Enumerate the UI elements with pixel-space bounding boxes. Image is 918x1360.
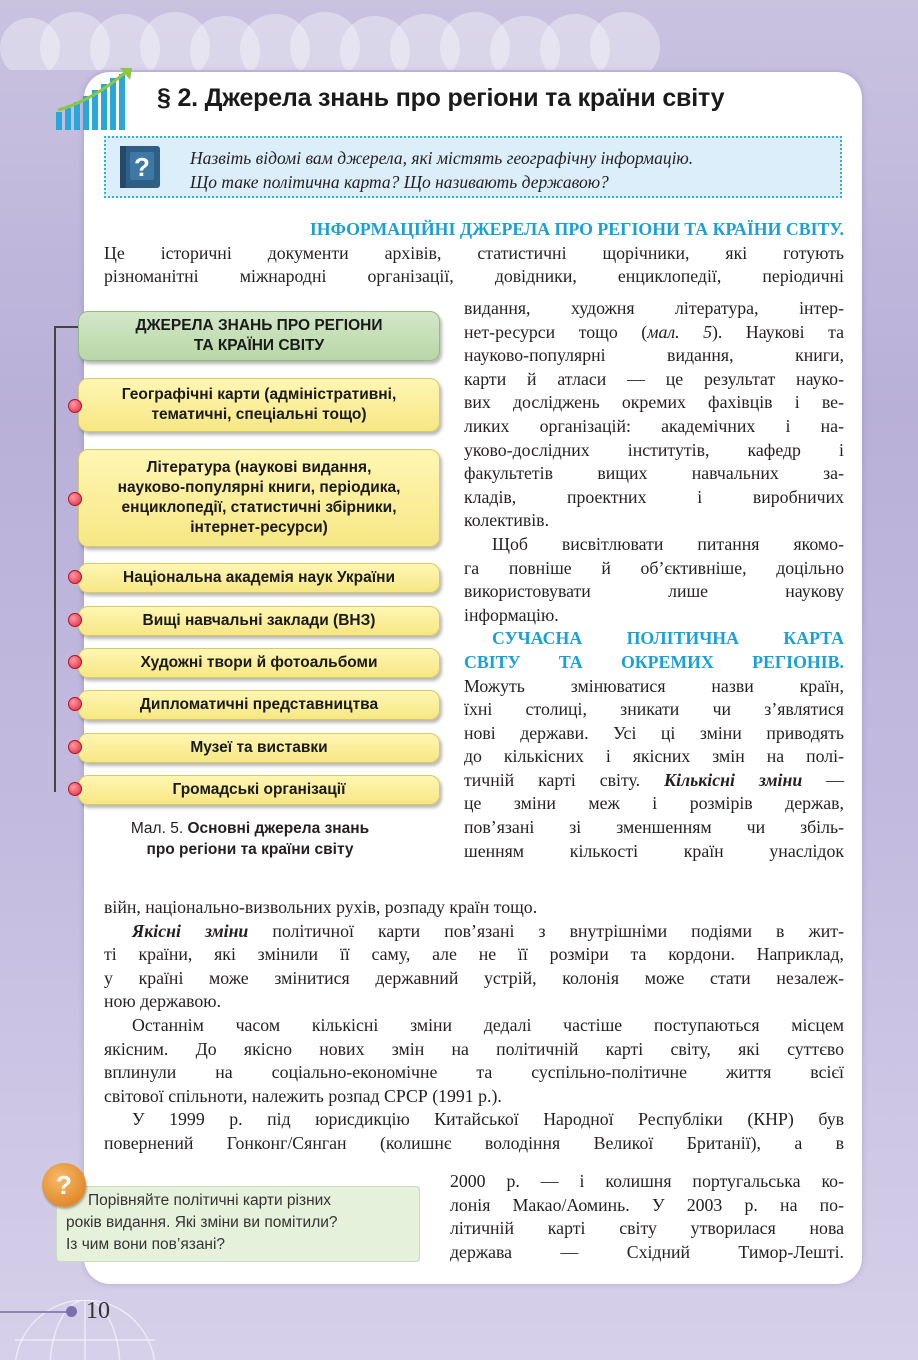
text-line: Можуть змінюватися назви країн,: [464, 675, 844, 696]
text-line: видання, художня література, інтер-: [464, 298, 844, 318]
task-text: [66, 1190, 414, 1256]
diagram-root-box: [78, 311, 440, 361]
text-line: кладів, проектних і виробничих: [464, 486, 844, 507]
text-line: пов’язані зі зменшенням чи збіль-: [464, 817, 844, 838]
diagram-bullet: [68, 782, 82, 796]
caption-title: Основні джерела знань: [187, 820, 370, 837]
question-book-icon: [116, 144, 164, 190]
text-line: Це історичні документи архівів, статистичні щорічники, які готують: [104, 242, 844, 263]
diagram-item-line: Вищі навчальні заклади (ВНЗ): [142, 612, 376, 629]
section-heading: ІНФОРМАЦІЙНІ ДЖЕРЕЛА ПРО РЕГІОНИ ТА КРАЇНИ СВІТУ.: [309, 219, 844, 239]
diagram-item-museums: [78, 733, 440, 763]
text-line: різноманітні міжнародні організації, довідники, енциклопедії, періодичні: [104, 266, 844, 287]
task-line: Із чим вони пов’язані?: [66, 1236, 226, 1253]
text-line: га повніше й об’єктивніше, доцільно: [464, 557, 844, 578]
term: Кількісні зміни: [664, 769, 803, 790]
text-line: літичній карті світу утворилася нова: [450, 1218, 844, 1239]
diagram-item-diplomatic: [78, 690, 440, 720]
task-line: років видання. Які зміни ви помітили?: [66, 1214, 338, 1231]
text-line: уково-дослідних інститутів, кафедр і: [464, 439, 844, 460]
text-line: карти й атласи — це результат науко-: [464, 368, 844, 389]
text-line: нові держави. Усі ці зміни приводять: [464, 722, 844, 743]
diagram-item-line: Дипломатичні представництва: [139, 696, 379, 713]
text-line: держава — Східний Тимор-Лешті.: [450, 1241, 844, 1262]
section-heading: СВІТУ ТА ОКРЕМИХ РЕГІОНІВ.: [464, 651, 844, 672]
text-line: [464, 321, 844, 345]
question-badge-icon: ?: [42, 1163, 86, 1207]
text-line: факультетів вищих навчальних за-: [464, 463, 844, 484]
paragraph-right-1: [464, 297, 844, 863]
section-heading: СУЧАСНА ПОЛІТИЧНА КАРТА: [492, 628, 844, 649]
diagram-bullet: [68, 697, 82, 711]
diagram-item-line: Література (наукові видання,: [146, 459, 372, 476]
diagram-item-line: Громадські організації: [172, 781, 346, 798]
text-line: [104, 920, 844, 944]
diagram-root-line: ТА КРАЇНИ СВІТУ: [193, 337, 325, 354]
text-fragment: нет-ресурси тощо (: [464, 321, 648, 342]
text-fragment: —: [826, 769, 844, 790]
diagram-bullet: [68, 399, 82, 413]
diagram-item-universities: [78, 606, 440, 636]
figure-ref: мал. 5: [647, 321, 713, 342]
svg-text:?: ?: [134, 152, 150, 182]
text-line: використовувати лише наукову: [464, 581, 844, 602]
text-line: Останнім часом кількісні зміни дедалі частіше поступаються місцем: [132, 1014, 844, 1035]
text-line: світової спільноти, належить розпад СРСР (1991 р.).: [104, 1085, 502, 1106]
text-line: науково-популярні видання, книги,: [464, 345, 844, 366]
paragraph-end: [450, 1170, 844, 1264]
text-line: у країні може змінитися державний устрій, колонія може стати незалеж-: [104, 967, 844, 988]
page-number-line: [0, 1311, 70, 1313]
text-line: Щоб висвітлювати питання якомо-: [492, 533, 844, 554]
caption-prefix: Мал. 5.: [130, 820, 184, 837]
text-line: якісним. До якісно нових змін на політичній карті світу, які суттєво: [104, 1038, 844, 1059]
paragraph-main: [104, 896, 844, 1156]
diagram-bullet: [68, 570, 82, 584]
text-line: 2000 р. — і колишня португальська ко-: [450, 1171, 844, 1191]
text-fragment: ). Наукові та: [712, 321, 844, 342]
text-line: лонія Макао/Аоминь. У 2003 р. на по-: [450, 1194, 844, 1215]
diagram-bullet: [68, 655, 82, 669]
page-number-dot: [66, 1306, 77, 1317]
diagram-item-line: Музеї та виставки: [190, 739, 328, 756]
text-line: вих досліджень окремих фахівців і ве-: [464, 392, 844, 413]
question-line: Назвіть відомі вам джерела, які містять географічну інформацію.: [190, 148, 694, 168]
diagram-bullet: [68, 740, 82, 754]
text-line: [464, 769, 844, 793]
globe-icon: [0, 1300, 170, 1360]
diagram-item-public-orgs: [78, 775, 440, 805]
diagram-item-academy: [78, 563, 440, 593]
caption-line: [100, 839, 400, 860]
text-line: війн, національно-визвольних рухів, розпаду країн тощо.: [104, 897, 538, 917]
text-line: це зміни меж і розмірів держав,: [464, 793, 844, 814]
text-line: їхні столиці, зникати чи з’являтися: [464, 699, 844, 720]
text-line: до кількісних і якісних змін на полі-: [464, 746, 844, 767]
diagram-item-line: Географічні карти (адміністративні,: [121, 386, 397, 403]
text-line: ликих організацій: академічних і на-: [464, 415, 844, 436]
caption-line: [100, 818, 400, 839]
page-number: 10: [86, 1298, 110, 1324]
text-line: повернений Гонконг/Сянган (колишнє володіння Великої Британії), а в: [104, 1132, 844, 1153]
page-title: § 2. Джерела знань про регіони та країни світу: [157, 84, 725, 112]
diagram-item-line: науково-популярні книги, періодика,: [117, 479, 401, 496]
diagram-item-line: енциклопедії, статистичні збірники,: [121, 499, 397, 516]
question-text: [190, 146, 840, 194]
diagram-bullet: [68, 492, 82, 506]
text-line: ті країни, які змінили її саму, але не її розміри та кордони. Наприклад,: [104, 944, 844, 965]
question-box: [104, 136, 842, 198]
diagram-item-line: тематичні, спеціальні тощо): [151, 406, 367, 423]
question-line: Що таке політична карта? Що називають державою?: [190, 172, 609, 192]
diagram-connector: [54, 326, 80, 328]
diagram-connector: [54, 326, 56, 792]
text-line: У 1999 р. під юрисдикцію Китайської Народної Республіки (КНР) був: [132, 1109, 844, 1130]
caption-title: про регіони та країни світу: [146, 841, 354, 858]
diagram-item-line: інтернет-ресурси): [190, 519, 328, 536]
text-fragment: політичної карти пов’язані з внутрішніми подіями в жит-: [272, 920, 844, 941]
text-line: шенням кількості країн унаслідок: [464, 840, 844, 861]
term: Якісні зміни: [132, 920, 249, 941]
diagram-root-line: ДЖЕРЕЛА ЗНАНЬ ПРО РЕГІОНИ: [135, 317, 383, 334]
diagram-item-line: Національна академія наук України: [123, 569, 395, 586]
bar-chart-icon: [54, 66, 136, 132]
text-line: вплинули на соціально-економічне та суспільно-політичне життя всієї: [104, 1062, 844, 1083]
diagram-item-art-works: [78, 648, 440, 678]
diagram-bullet: [68, 613, 82, 627]
paragraph-intro: [104, 218, 844, 289]
text-fragment: тичній карті світу.: [464, 769, 641, 790]
diagram-item-line: Художні твори й фотоальбоми: [140, 654, 378, 671]
diagram-item-literature: [78, 449, 440, 547]
diagram-item-maps: [78, 378, 440, 432]
figure-caption: [100, 818, 400, 860]
text-line: інформацію.: [464, 604, 559, 625]
header-decoration: [0, 0, 918, 70]
text-line: ною державою.: [104, 991, 222, 1012]
task-line: Порівняйте політичні карти різних: [88, 1192, 332, 1209]
text-line: колективів.: [464, 510, 550, 531]
